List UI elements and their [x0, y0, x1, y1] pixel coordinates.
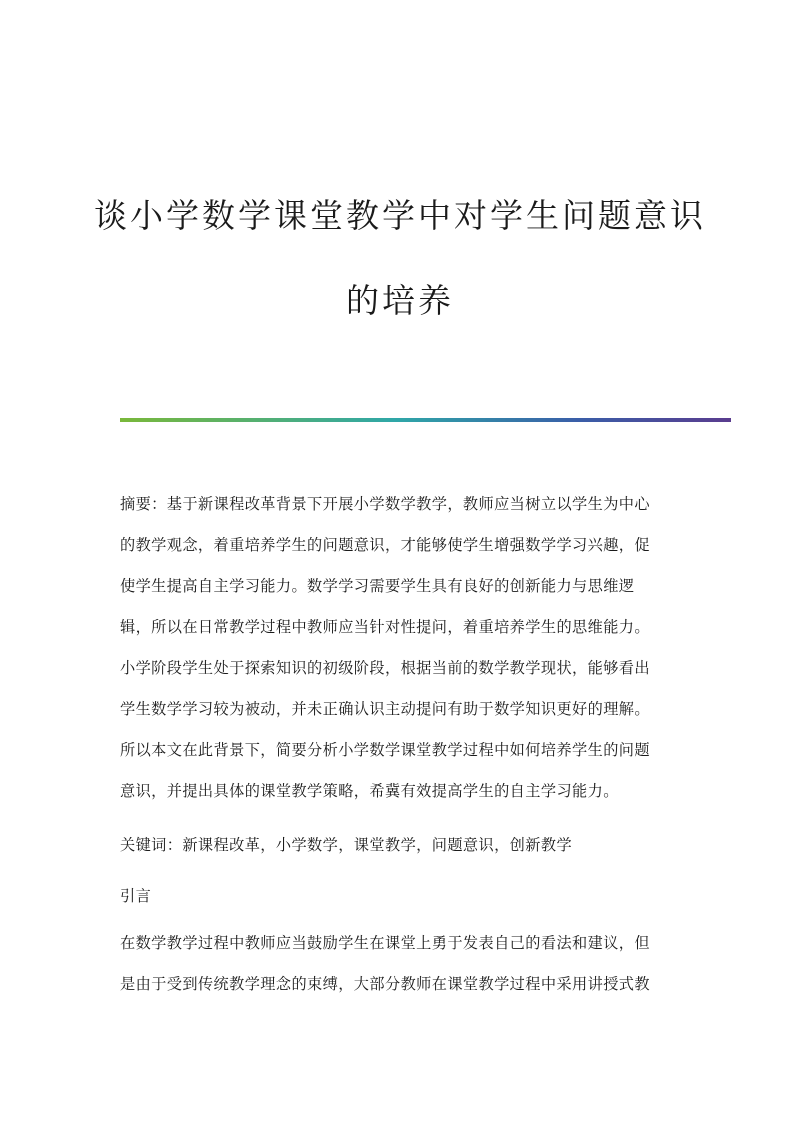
document-title-line-2: 的培养	[346, 281, 454, 320]
intro-heading-text: 引言	[120, 887, 152, 905]
abstract-line: 学生数学学习较为被动，并未正确认识主动提问有助于数学知识更好的理解。	[120, 700, 650, 718]
intro-heading	[120, 880, 680, 913]
abstract-line: 小学阶段学生处于探索知识的初级阶段，根据当前的数学教学现状，能够看出	[120, 659, 650, 677]
title-divider	[120, 418, 731, 422]
abstract-paragraph	[120, 488, 680, 808]
abstract-line: 意识，并提出具体的课堂教学策略，希冀有效提高学生的自主学习能力。	[120, 782, 619, 800]
abstract-line: 使学生提高自主学习能力。数学学习需要学生具有良好的创新能力与思维逻	[120, 577, 635, 595]
intro-paragraph	[120, 927, 680, 1001]
document-title-line-1: 谈小学数学课堂教学中对学生问题意识	[94, 196, 706, 235]
abstract-line: 所以本文在此背景下，简要分析小学数学课堂教学过程中如何培养学生的问题	[120, 741, 650, 759]
intro-line: 在数学教学过程中教师应当鼓励学生在课堂上勇于发表自己的看法和建议，但	[120, 934, 650, 952]
keywords-text: 关键词：新课程改革，小学数学，课堂教学，问题意识，创新教学	[120, 836, 573, 854]
abstract-line: 辑，所以在日常教学过程中教师应当针对性提问，着重培养学生的思维能力。	[120, 618, 650, 636]
intro-line: 是由于受到传统教学理念的束缚，大部分教师在课堂教学过程中采用讲授式教	[120, 975, 650, 993]
abstract-line: 的教学观念，着重培养学生的问题意识，才能够使学生增强数学学习兴趣，促	[120, 536, 650, 554]
keywords-line	[120, 829, 680, 862]
abstract-line: 摘要：基于新课程改革背景下开展小学数学教学，教师应当树立以学生为中心	[120, 495, 650, 513]
